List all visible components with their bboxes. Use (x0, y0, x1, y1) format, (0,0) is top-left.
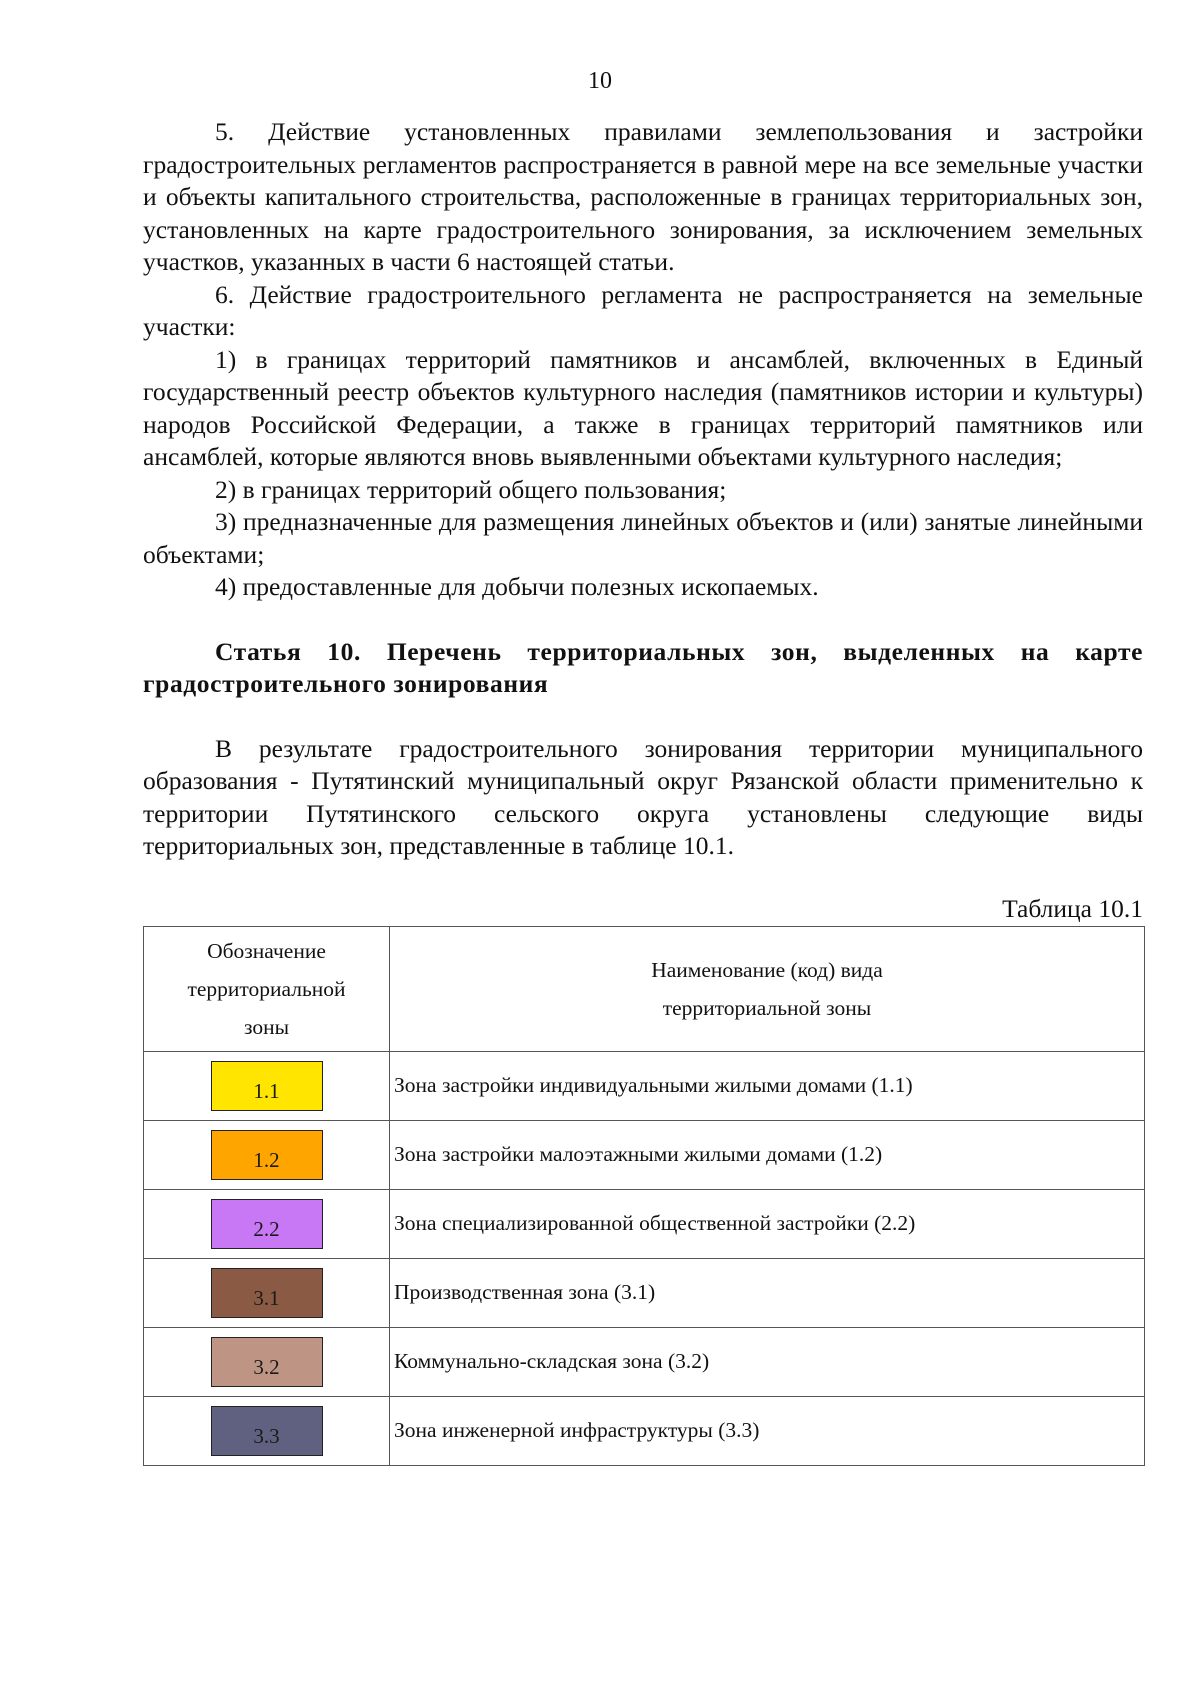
zone-code-cell (144, 1051, 390, 1120)
zone-code-cell (144, 1258, 390, 1327)
table-row (144, 1327, 1145, 1396)
table-row (144, 1120, 1145, 1189)
zones-table (143, 926, 1145, 1466)
table-caption: Таблица 10.1 (1002, 893, 1143, 923)
header-name-label: Наименование (код) вида территориальной зоны (651, 957, 883, 1020)
zone-code-cell (144, 1396, 390, 1465)
list-item-3: 3) предназначенные для размещения линейных объектов и (или) занятые линейными объектами; (143, 507, 1143, 569)
zone-code-cell (144, 1120, 390, 1189)
zone-code-cell (144, 1327, 390, 1396)
zone-name: Производственная зона (3.1) (390, 1258, 1145, 1327)
document-body (143, 116, 1143, 1466)
zone-swatch: 3.3 (211, 1406, 323, 1456)
zone-name: Зона специализированной общественной застройки (2.2) (390, 1189, 1145, 1258)
page-number: 10 (588, 68, 612, 94)
list-item-2: 2) в границах территорий общего пользования; (215, 474, 727, 504)
table-row (144, 1189, 1145, 1258)
zone-swatch: 1.1 (211, 1061, 323, 1111)
article-heading: Статья 10. Перечень территориальных зон, выделенных на карте градостроительного зонирования (143, 636, 1143, 698)
header-name (390, 926, 1145, 1051)
zone-name: Зона застройки малоэтажными жилыми домами (1.2) (390, 1120, 1145, 1189)
table-row (144, 1396, 1145, 1465)
list-item-4: 4) предоставленные для добычи полезных ископаемых. (215, 572, 819, 601)
table-body (144, 1051, 1145, 1465)
table-header-row (144, 926, 1145, 1051)
zone-name: Коммунально-складская зона (3.2) (390, 1327, 1145, 1396)
zone-swatch: 3.1 (211, 1268, 323, 1318)
zone-name: Зона инженерной инфраструктуры (3.3) (390, 1396, 1145, 1465)
zone-name: Зона застройки индивидуальными жилыми домами (1.1) (390, 1051, 1145, 1120)
zone-swatch: 3.2 (211, 1337, 323, 1387)
table-row (144, 1051, 1145, 1120)
zone-swatch: 2.2 (211, 1199, 323, 1249)
header-code (144, 926, 390, 1051)
header-code-label: Обозначение территориальной зоны (187, 938, 346, 1039)
table-row (144, 1258, 1145, 1327)
list-item-1: 1) в границах территорий памятников и ансамблей, включенных в Единый государственный реестр объектов культурного наследия (памятников истории и культуры) народов Российской Федерации, а также в границах территорий памятников или ансамблей, которые являются вновь выявленными объектами культурного наследия; (143, 344, 1143, 471)
zone-swatch: 1.2 (211, 1130, 323, 1180)
paragraph-5: 5. Действие установленных правилами землепользования и застройки градостроительных регламентов распространяется в равной мере на все земельные участки и объекты капитального строительства, расположенные в границах территориальных зон, установленных на карте градостроительного зонирования, за исключением земельных участков, указанных в части 6 настоящей статьи. (143, 117, 1143, 276)
article-intro: В результате градостроительного зонирования территории муниципального образования - Путятинский муниципальный округ Рязанской области применительно к территории Путятинского сельского округа установлены следующие виды территориальных зон, представленные в таблице 10.1. (143, 733, 1143, 860)
zone-code-cell (144, 1189, 390, 1258)
paragraph-6: 6. Действие градостроительного регламента не распространяется на земельные участки: (143, 279, 1143, 341)
